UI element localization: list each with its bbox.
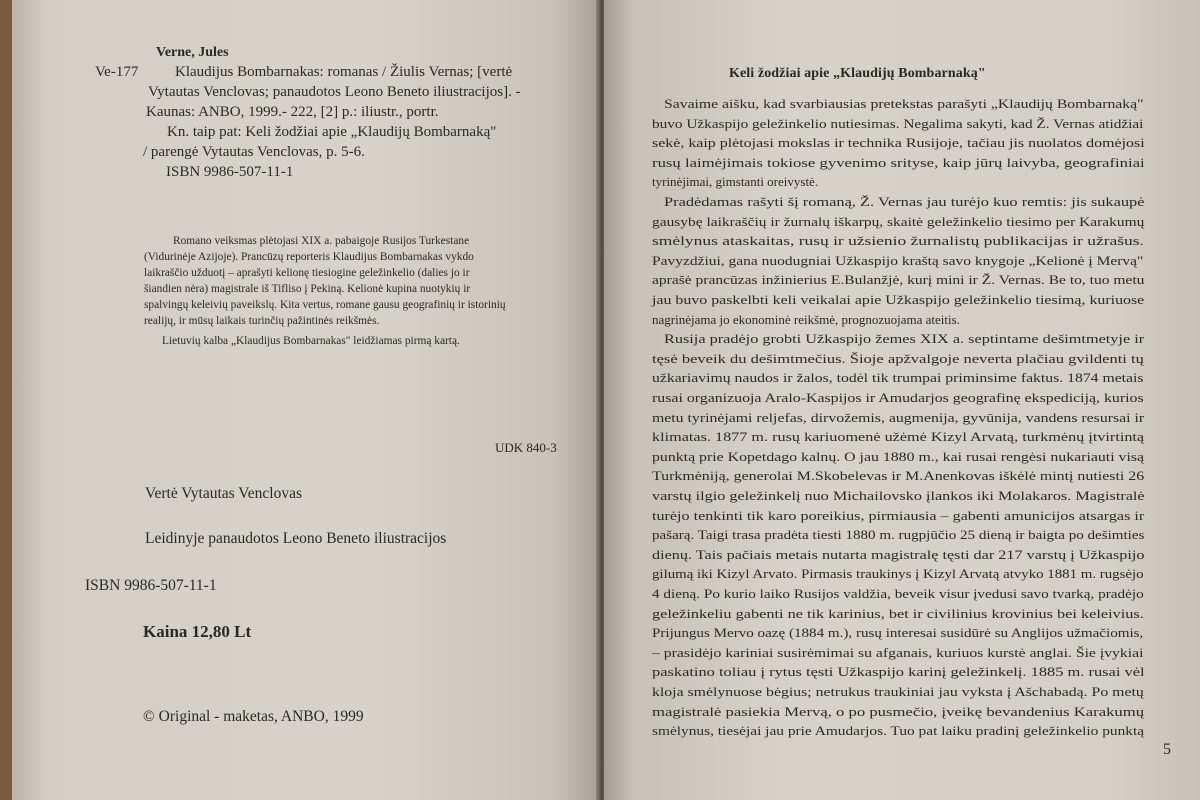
body-line: Pradėdamas rašyti šį romaną, Ž. Vernas jau turėjo kuo remtis: jis sukaupė [664, 194, 1145, 209]
body-line: Pavyzdžiui, gana nuodugniai Užkaspijo kraštą savo knygoje „Kelionė į Mervą" [652, 252, 1144, 268]
summary-line: laikraščio užduotį – aprašyti kelionę tiesiogine geležinkelio (dalies jo ir [144, 267, 470, 279]
body-line: tęsė beveik du dešimtmečius. Šioje apžvalgoje neverta plačiau gvildenti tų [652, 350, 1144, 366]
right-page [604, 0, 1200, 800]
body-line: gilumą iki Kizyl Arvato. Pirmasis traukinys į Kizyl Arvatą atvyko 1881 m. rugsėjo [652, 566, 1144, 582]
body-line: magistralė pasiekia Mervą, o po pusmečio, įveikę bevandenius Karakumų [652, 703, 1145, 719]
body-line: smėlynus ataskaitas, rusų ir užsienio žurnalistų publikacijas ir užrašus. [652, 233, 1144, 249]
body-line: punktą prie Kopetdago kalnų. O jau 1880 m., kai rusai rengėsi nukariauti visą [652, 448, 1145, 464]
catalog-line: Klaudijus Bombarnakas: romanas / Žiulis Vernas; [vertė [175, 64, 513, 80]
price-label: Kaina 12,80 Lt [143, 622, 252, 641]
body-line: Prijungus Mervo oazę (1884 m.), rusų interesai susidūrė su Anglijos užmačiomis, [652, 625, 1144, 641]
summary-line: šiandien nėra) magistrale iš Tifliso į Pekiną. Kelionė kupina nuotykių ir [144, 283, 471, 295]
body-line: dienų. Tais pačiais metais nutarta magistralę tęsti dar 217 varstų į Užkaspijo [652, 546, 1145, 562]
body-line: gausybę laikraščių ir žurnalų iškarpų, skaitė geležinkelio tiesimo per Karakumų [652, 213, 1145, 229]
catalog-line: Vytautas Venclovas; panaudotos Leono Beneto iliustracijos]. - [148, 84, 521, 100]
body-line: nagrinėjama jo ekonominė reikšmė, prognozuojama ateitis. [652, 311, 960, 327]
body-line: aprašė prancūzas inžinierius E.Bulanžjė, kurį mini ir Ž. Vernas. Be to, tuo metu [652, 272, 1145, 288]
body-line: rusų laimėjimais tokiose gyvenimo srityse, kaip jūrų laivyba, geografiniai [652, 154, 1145, 170]
summary-note: Lietuvių kalba „Klaudijus Bombarnakas" leidžiamas pirmą kartą. [162, 335, 460, 347]
body-line: tyrinėjimai, gimstanti oreivystė. [652, 174, 819, 190]
body-line: Savaime aišku, kad svarbiausias pretekstas parašyti „Klaudijų Bombarnaką" [664, 96, 1144, 111]
page-number: 5 [1163, 741, 1171, 758]
left-page [12, 0, 598, 800]
body-line: sekė, kaip plėtojasi mokslas ir technika Rusijoje, tačiau jis nuolatos domėjosi [652, 135, 1145, 151]
body-line: metu tyrinėjami reljefas, dirvožemis, augmenija, gyvūnija, vandens resursai ir [652, 409, 1145, 425]
udk-code: UDK 840-3 [495, 440, 557, 455]
body-line: buvo Užkaspijo geležinkelio nutiesimas. Negalima sakyti, kad Ž. Vernas atidžiai [652, 115, 1144, 131]
body-line: Turkmėniją, generolai M.Skobelevas ir M.Anenkovas iškėlė mintį nutiesti 26 [652, 468, 1145, 484]
copyright-notice: © Original - maketas, ANBO, 1999 [143, 708, 364, 725]
catalog-isbn: ISBN 9986-507-11-1 [166, 164, 294, 180]
catalog-author: Verne, Jules [156, 45, 229, 60]
body-line: smėlynus, tiesėjai jau prie Amudarjos. Tuo pat laiku pradinį geležinkelio punktą [652, 723, 1145, 739]
body-line: varstų ilgio geležinkelį nuo Michailovsko įlankos iki Molakaros. Magistralė [652, 488, 1145, 503]
illustrations-credit: Leidinyje panaudotos Leono Beneto iliustracijos [145, 530, 447, 547]
body-line: jau buvo paskelbti keli veikalai apie Užkaspijo geležinkelio tiesimą, kuriuose [652, 292, 1145, 307]
summary-line: spalvingų keleivių paveikslų. Kita vertus, romane gausu geografinių ir istorinių [144, 299, 506, 311]
body-line: klimatas. 1877 m. rusų kariuomenė užėmė Kizyl Arvatą, turkmėnų įtvirtintą [652, 429, 1145, 445]
isbn-number: ISBN 9986-507-11-1 [85, 577, 217, 594]
catalog-line: Kn. taip pat: Keli žodžiai apie „Klaudijų Bombarnaką" [167, 124, 497, 140]
body-line: geležinkeliu gabenti ne tik karinius, bet ir civilinius krovinius bei keleivius. [652, 605, 1144, 621]
body-line: 4 dieną. Po kurio laiko Rusijos valdžia, beveik visur įvedusi savo tvarką, pradėjo [652, 586, 1144, 601]
body-line: užkariavimų naudos ir žalos, todėl tik trumpai priminsime faktus. 1874 metais [652, 370, 1144, 386]
summary-line: Romano veiksmas plėtojasi XIX a. pabaigoje Rusijos Turkestane [173, 235, 470, 247]
body-line: pašarą. Taigi trasa pradėta tiesti 1880 m. rugpjūčio 25 dieną ir baigta po dešimties [652, 527, 1145, 543]
summary-line: realijų, ir mūsų laikais turinčių pažintinės reikšmės. [144, 315, 380, 327]
body-line: rusai organizuoja Aralo-Kaspijos ir Amudarjos geografinę ekspediciją, kurios [652, 390, 1144, 405]
catalog-line: Kaunas: ANBO, 1999.- 222, [2] p.: iliustr., portr. [146, 104, 439, 120]
translator-credit: Vertė Vytautas Venclovas [145, 485, 302, 502]
catalog-line: / parengė Vytautas Venclovas, p. 5-6. [143, 144, 365, 160]
chapter-title: Keli žodžiai apie „Klaudijų Bombarnaką" [729, 66, 986, 81]
summary-line: (Vidurinėje Azijoje). Prancūzų reporteris Klaudijus Bombarnakas vykdo [144, 251, 474, 263]
body-line: paskatino toliau į rytus tęsti Užkaspijo karinį geležinkelį. 1885 m. rusai vėl [652, 664, 1145, 680]
book-cover-edge [0, 0, 12, 800]
catalog-call-number: Ve-177 [95, 64, 139, 80]
body-line: – prasidėjo kariniai susirėmimai su afganais, kuriuos kurstė anglai. Šie įvykiai [652, 644, 1144, 660]
body-line: turėjo tenkinti tik karo poreikius, pirmiausia – gabenti amunicijos atsargas ir [652, 507, 1145, 523]
body-line: kloja smėlynuose bėgius; netrukus traukiniai jau vyksta į Ašchabadą. Po metų [652, 684, 1144, 699]
body-line: Rusija pradėjo grobti Užkaspijo žemes XIX a. septintame dešimtmetyje ir [664, 331, 1145, 347]
